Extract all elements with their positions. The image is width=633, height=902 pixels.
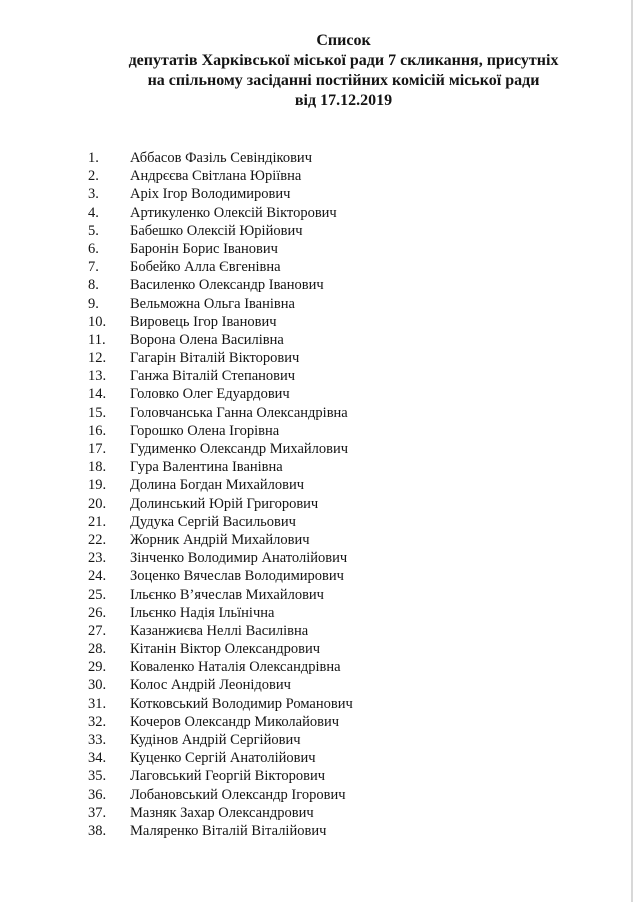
list-item-name: Аріх Ігор Володимирович <box>130 186 291 203</box>
list-item-name: Кочеров Олександр Миколайович <box>130 713 340 730</box>
list-item-name: Жорник Андрій Михайлович <box>130 531 310 548</box>
list-item-name: Кудінов Андрій Сергійович <box>130 732 301 748</box>
list-item-name: Долинський Юрій Григорович <box>130 495 319 512</box>
document-subtitle-line-2: на спільному засіданні постійних комісій міської ради <box>147 72 540 89</box>
list-item-number: 14. <box>88 386 107 403</box>
list-item <box>88 604 608 622</box>
list-item <box>88 385 608 403</box>
list-item <box>88 149 608 167</box>
list-item <box>88 458 608 476</box>
list-item-number: 29. <box>88 659 107 676</box>
list-item-name: Василенко Олександр Іванович <box>130 277 324 294</box>
list-item-number: 15. <box>88 404 107 421</box>
list-item-name: Вельможна Ольга Іванівна <box>130 295 295 312</box>
list-item-number: 7. <box>88 259 99 276</box>
list-item-name: Артикуленко Олексій Вікторович <box>130 204 337 221</box>
list-item-number: 17. <box>88 441 107 457</box>
list-item <box>88 786 608 804</box>
list-item-number: 37. <box>88 804 107 821</box>
list-item <box>88 204 608 222</box>
document-subtitle-line-1: депутатів Харківської міської ради 7 скликання, присутніх <box>128 52 559 69</box>
list-item <box>88 549 608 567</box>
list-item <box>88 167 608 185</box>
list-item-number: 19. <box>88 477 107 494</box>
list-item <box>88 440 608 458</box>
list-item <box>88 476 608 494</box>
list-item-name: Аббасов Фазіль Севіндікович <box>130 150 312 166</box>
list-item-name: Бобейко Алла Євгенівна <box>130 259 281 276</box>
list-item-number: 11. <box>88 331 106 348</box>
list-item-name: Гура Валентина Іванівна <box>130 459 283 476</box>
list-item-number: 27. <box>88 622 107 639</box>
list-item-name: Коваленко Наталія Олександрівна <box>130 659 341 676</box>
list-item-name: Гудименко Олександр Михайлович <box>130 441 349 457</box>
list-item-name: Котковський Володимир Романович <box>130 695 353 712</box>
list-item <box>88 749 608 767</box>
list-item-number: 28. <box>88 641 107 658</box>
list-item <box>88 367 608 385</box>
list-item-name: Вировець Ігор Іванович <box>130 313 277 330</box>
list-item-number: 31. <box>88 695 107 712</box>
list-item <box>88 804 608 822</box>
list-item-number: 30. <box>88 677 107 694</box>
list-item <box>88 531 608 549</box>
list-item-name: Ворона Олена Василівна <box>130 331 284 348</box>
list-item-number: 4. <box>88 204 99 221</box>
list-item-number: 13. <box>88 368 107 385</box>
list-item-name: Лаговський Георгій Вікторович <box>130 768 326 785</box>
list-item-number: 1. <box>88 150 99 166</box>
list-item-number: 20. <box>88 495 107 512</box>
list-item <box>88 822 608 840</box>
list-item-number: 24. <box>88 568 107 585</box>
list-item-name: Гагарін Віталій Вікторович <box>130 350 300 367</box>
list-item-name: Долина Богдан Михайлович <box>130 477 305 494</box>
list-item-name: Головко Олег Едуардович <box>130 386 290 403</box>
list-item-name: Ільєнко В’ячеслав Михайлович <box>130 586 324 603</box>
list-item <box>88 622 608 640</box>
list-item-name: Зінченко Володимир Анатолійович <box>130 550 348 567</box>
list-item-name: Ганжа Віталій Степанович <box>130 368 296 385</box>
list-item-number: 38. <box>88 822 107 839</box>
document-date: від 17.12.2019 <box>294 92 393 109</box>
list-item <box>88 404 608 422</box>
list-item-name: Андрєєва Світлана Юріївна <box>130 168 302 185</box>
list-item-name: Ільєнко Надія Ільїнічна <box>130 604 275 621</box>
list-item-number: 21. <box>88 513 107 530</box>
list-item-number: 34. <box>88 750 107 767</box>
list-item-name: Дудука Сергій Васильович <box>130 513 296 530</box>
list-item-number: 18. <box>88 459 107 476</box>
list-item <box>88 349 608 367</box>
list-item-name: Головчанська Ганна Олександрівна <box>130 404 348 421</box>
list-item <box>88 695 608 713</box>
list-item-number: 33. <box>88 732 107 748</box>
list-item <box>88 767 608 785</box>
list-item-name: Куценко Сергій Анатолійович <box>130 750 316 767</box>
list-item <box>88 658 608 676</box>
list-item-number: 26. <box>88 604 107 621</box>
list-item <box>88 422 608 440</box>
list-item <box>88 313 608 331</box>
list-item-name: Мазняк Захар Олександрович <box>130 804 314 821</box>
list-item <box>88 276 608 294</box>
list-item <box>88 640 608 658</box>
list-item-name: Зоценко Вячеслав Володимирович <box>130 568 344 585</box>
list-item-number: 2. <box>88 168 99 185</box>
list-item-number: 16. <box>88 422 107 439</box>
list-item-number: 32. <box>88 713 107 730</box>
list-item-number: 3. <box>88 186 99 203</box>
list-item <box>88 586 608 604</box>
list-item-name: Бабешко Олексій Юрійович <box>130 222 303 239</box>
list-item-name: Колос Андрій Леонідович <box>130 677 291 694</box>
list-item <box>88 331 608 349</box>
list-item-number: 25. <box>88 586 107 603</box>
list-item-number: 9. <box>88 295 99 312</box>
list-item-name: Лобановський Олександр Ігорович <box>130 786 346 803</box>
list-item-number: 5. <box>88 222 99 239</box>
list-item-name: Горошко Олена Ігорівна <box>130 422 280 439</box>
list-item <box>88 258 608 276</box>
document-title: Список <box>316 32 371 49</box>
list-item-name: Баронін Борис Іванович <box>130 240 278 257</box>
list-item <box>88 513 608 531</box>
list-item-name: Маляренко Віталій Віталійович <box>130 822 327 839</box>
list-item <box>88 676 608 694</box>
list-item-number: 22. <box>88 531 107 548</box>
list-item <box>88 185 608 203</box>
list-item-number: 36. <box>88 786 107 803</box>
deputy-list <box>88 149 608 840</box>
list-item-number: 23. <box>88 550 107 567</box>
list-item-number: 10. <box>88 313 107 330</box>
document-header <box>60 31 627 111</box>
list-item-name: Кітанін Віктор Олександрович <box>130 641 321 658</box>
list-item-number: 8. <box>88 277 99 294</box>
list-item <box>88 495 608 513</box>
list-item <box>88 240 608 258</box>
list-item-number: 6. <box>88 240 99 257</box>
list-item-number: 35. <box>88 768 107 785</box>
list-item-name: Казанжиєва Неллі Василівна <box>130 622 309 639</box>
list-item <box>88 295 608 313</box>
list-item-number: 12. <box>88 350 107 367</box>
list-item <box>88 731 608 749</box>
list-item <box>88 222 608 240</box>
list-item <box>88 567 608 585</box>
list-item <box>88 713 608 731</box>
